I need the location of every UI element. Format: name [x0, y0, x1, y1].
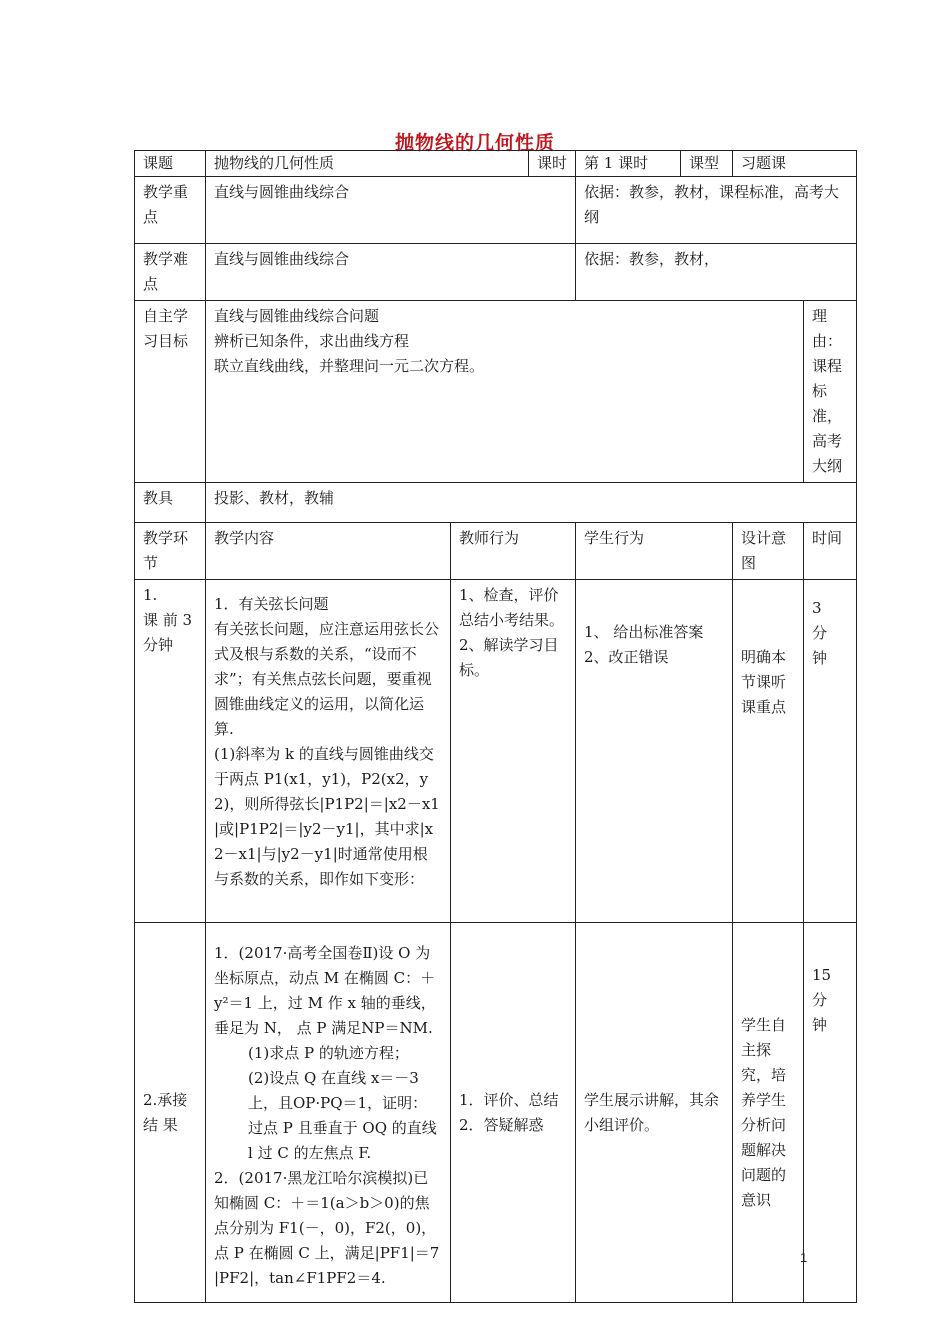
- column-time: 时间: [804, 523, 857, 580]
- goals-label: 自主学习目标: [135, 301, 206, 483]
- page-number: 1: [800, 1250, 808, 1265]
- content-cell: [206, 580, 451, 923]
- difficulty-content: 直线与圆锥曲线综合: [206, 244, 576, 301]
- teacher-cell: 1．评价、总结 2．答疑解惑: [451, 923, 576, 1303]
- tools-content: 投影、教材，教辅: [206, 483, 857, 523]
- type-value: 习题课: [733, 151, 857, 177]
- teacher-cell: 1、检查，评价总结小考结果。 2、解读学习目标。: [451, 580, 576, 923]
- focus-content: 直线与圆锥曲线综合: [206, 177, 576, 244]
- goals-row: [135, 301, 857, 483]
- content-line: 1．有关弦长问题: [214, 595, 329, 613]
- content-line: 有关弦长问题，应注意运用弦长公式及根与系数的关系，“设而不求”；有关焦点弦长问题，要重视圆锥曲线定义的运用，以简化运算.: [214, 620, 440, 738]
- type-label: 课型: [681, 151, 733, 177]
- content-line: (2)设点 Q 在直线 x＝－3 上，且OP·PQ＝1，证明：过点 P 且垂直于 OQ 的直线 l 过 C 的左焦点 F.: [248, 1069, 437, 1162]
- column-stage: 教学环节: [135, 523, 206, 580]
- content-line: (1)求点 P 的轨迹方程；: [248, 1044, 409, 1062]
- table-row: [135, 923, 857, 1303]
- time-cell: 3 分 钟: [804, 580, 857, 923]
- goal-line: 直线与圆锥曲线综合问题: [214, 307, 380, 325]
- stage-cell: 1. 课 前 3 分钟: [135, 580, 206, 923]
- design-cell: 学生自主探究，培养学生分析问题解决问题的意识: [733, 923, 804, 1303]
- column-teacher: 教师行为: [451, 523, 576, 580]
- topic-label: 课题: [135, 151, 206, 177]
- column-content: 教学内容: [206, 523, 451, 580]
- content-line: 1．(2017·高考全国卷Ⅱ)设 O 为坐标原点，动点 M 在椭圆 C：＋y²＝1 上，过 M 作 x 轴的垂线，垂足为 N， 点 P 满足NP＝NM.: [214, 944, 436, 1037]
- goals-reason: 理由：课程标准，高考大纲: [804, 301, 857, 483]
- difficulty-label: 教学难点: [135, 244, 206, 301]
- goals-content: [206, 301, 804, 483]
- content-line: (1)斜率为 k 的直线与圆锥曲线交于两点 P1(x1，y1)，P2(x2，y2)，则所得弦长|P1P2|＝|x2－x1|或|P1P2|＝|y2－y1|，其中求|x2－x1|与|y2－y1|时通常使用根与系数的关系，即作如下变形：: [214, 745, 440, 888]
- focus-row: [135, 177, 857, 244]
- column-design: 设计意图: [733, 523, 804, 580]
- goal-line: 联立直线曲线，并整理问一元二次方程。: [214, 357, 485, 375]
- difficulty-basis: 依据：教参，教材，: [576, 244, 857, 301]
- document-title: 抛物线的几何性质: [394, 132, 555, 154]
- table-row: [135, 580, 857, 923]
- topic-value: 抛物线的几何性质: [206, 151, 529, 177]
- header-row: [135, 151, 857, 177]
- columns-row: [135, 523, 857, 580]
- difficulty-row: [135, 244, 857, 301]
- student-cell: 1、 给出标准答案 2、改正错误: [576, 580, 733, 923]
- period-label: 课时: [529, 151, 576, 177]
- focus-basis: 依据：教参，教材，课程标准，高考大纲: [576, 177, 857, 244]
- tools-row: [135, 483, 857, 523]
- student-cell: 学生展示讲解，其余小组评价。: [576, 923, 733, 1303]
- stage-cell: 2.承接结 果: [135, 923, 206, 1303]
- lesson-plan-table: [134, 150, 857, 1303]
- design-cell: 明确本节课听课重点: [733, 580, 804, 923]
- period-value: 第 1 课时: [576, 151, 681, 177]
- content-cell: [206, 923, 451, 1303]
- content-line: 2．(2017·黑龙江哈尔滨模拟)已知椭圆 C：＋＝1(a＞b＞0)的焦点分别为 F1(－，0)，F2(，0)，点 P 在椭圆 C 上，满足|PF1|＝7|PF2|，tan∠F1PF2＝4.: [214, 1169, 440, 1287]
- time-cell: 15 分 钟: [804, 923, 857, 1303]
- goal-line: 辨析已知条件，求出曲线方程: [214, 332, 410, 350]
- focus-label: 教学重点: [135, 177, 206, 244]
- column-student: 学生行为: [576, 523, 733, 580]
- tools-label: 教具: [135, 483, 206, 523]
